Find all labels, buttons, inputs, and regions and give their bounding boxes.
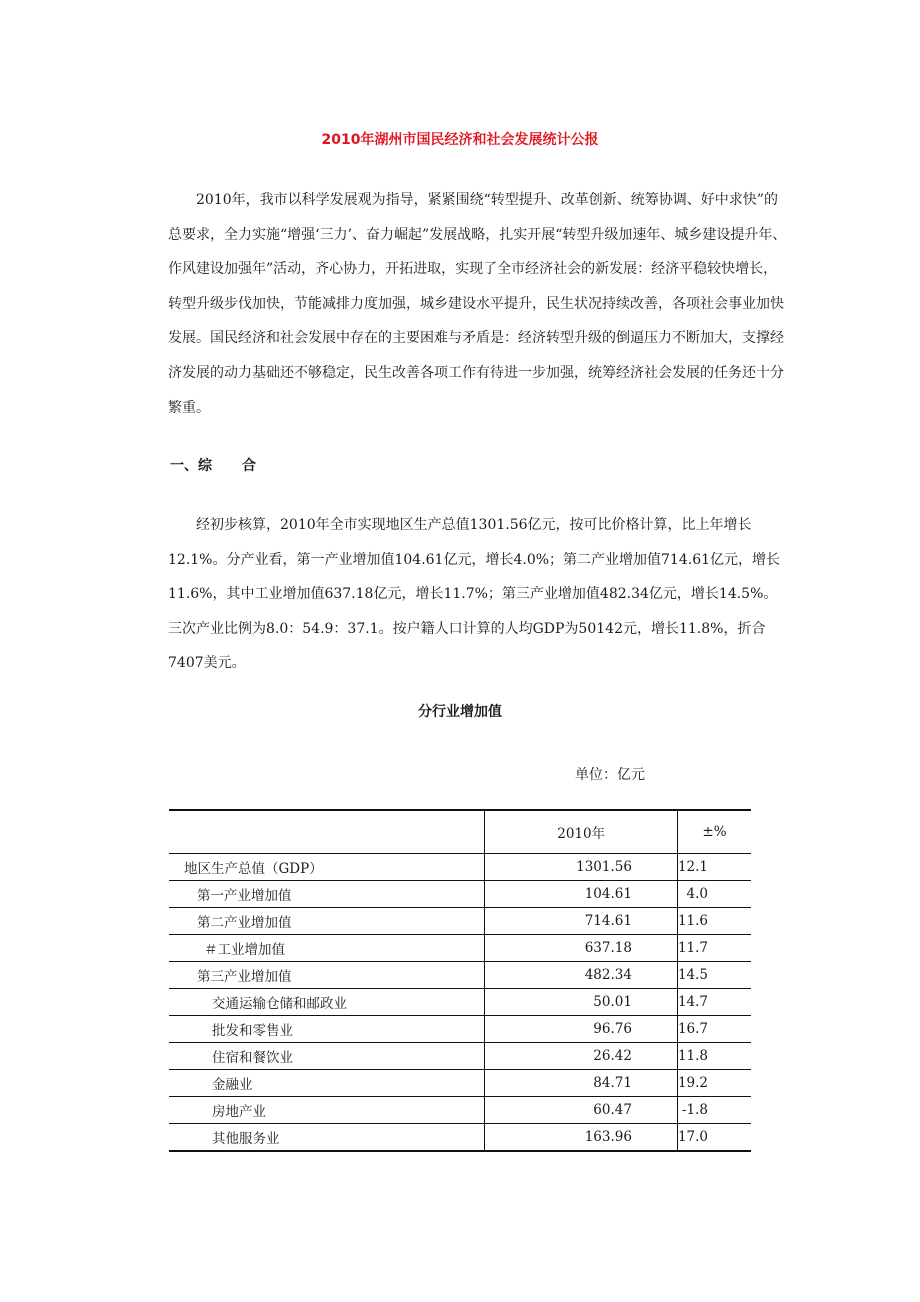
row-label: 房地产业 xyxy=(169,1097,485,1124)
industry-value-table xyxy=(169,809,751,1152)
row-change: 14.5 xyxy=(677,962,751,989)
table-row xyxy=(169,1070,751,1097)
table-row xyxy=(169,962,751,989)
row-label: 金融业 xyxy=(169,1070,485,1097)
row-value: 1301.56 xyxy=(485,854,677,881)
header-label xyxy=(169,810,485,854)
row-change: 11.6 xyxy=(677,908,751,935)
table-row xyxy=(169,1124,751,1152)
row-label: 第一产业增加值 xyxy=(169,881,485,908)
row-value: 96.76 xyxy=(485,1016,677,1043)
row-label: 批发和零售业 xyxy=(169,1016,485,1043)
row-label: 第三产业增加值 xyxy=(169,962,485,989)
table-unit: 单位：亿元 xyxy=(575,767,645,783)
table-row xyxy=(169,854,751,881)
header-year: 2010年 xyxy=(485,810,677,854)
row-label: 第二产业增加值 xyxy=(169,908,485,935)
row-value: 714.61 xyxy=(485,908,677,935)
row-change: 16.7 xyxy=(677,1016,751,1043)
row-label: 住宿和餐饮业 xyxy=(169,1043,485,1070)
table-row xyxy=(169,908,751,935)
row-label: 交通运输仓储和邮政业 xyxy=(169,989,485,1016)
row-value: 104.61 xyxy=(485,881,677,908)
row-change: 19.2 xyxy=(677,1070,751,1097)
row-change: 11.8 xyxy=(677,1043,751,1070)
table-row xyxy=(169,1043,751,1070)
row-value: 637.18 xyxy=(485,935,677,962)
row-label: ＃工业增加值 xyxy=(169,935,485,962)
row-change: -1.8 xyxy=(677,1097,751,1124)
document-title: 2010年湖州市国民经济和社会发展统计公报 xyxy=(321,132,599,148)
row-value: 50.01 xyxy=(485,989,677,1016)
row-change: 14.7 xyxy=(677,989,751,1016)
row-value: 482.34 xyxy=(485,962,677,989)
section-paragraph: 经初步核算，2010年全市实现地区生产总值1301.56亿元，按可比价格计算，比上年增长12.1%。分产业看，第一产业增加值104.61亿元，增长4.0%；第二产业增加值714.61亿元，增长11.6%，其中工业增加值637.18亿元，增长11.7%；第三产业增加值482.34亿元，增长14.5%。三次产业比例为8.0：54.9：37.1。按户籍人口计算的人均GDP为50142元，增长11.8%，折合7407美元。 xyxy=(168,517,781,672)
row-value: 60.47 xyxy=(485,1097,677,1124)
row-value: 163.96 xyxy=(485,1124,677,1152)
section-heading xyxy=(170,455,256,475)
section-heading-part-a: 一、综 xyxy=(170,458,212,474)
row-change: 17.0 xyxy=(677,1124,751,1152)
table-row xyxy=(169,1016,751,1043)
row-change: 12.1 xyxy=(677,854,751,881)
table-row xyxy=(169,1097,751,1124)
table-row xyxy=(169,989,751,1016)
row-value: 84.71 xyxy=(485,1070,677,1097)
table-row xyxy=(169,881,751,908)
row-change: 11.7 xyxy=(677,935,751,962)
table-title: 分行业增加值 xyxy=(418,704,502,720)
intro-paragraph: 2010年，我市以科学发展观为指导，紧紧围绕“转型提升、改革创新、统筹协调、好中求快”的总要求，全力实施“增强‘三力’、奋力崛起”发展战略，扎实开展“转型升级加速年、城乡建设提升年、作风建设加强年”活动，齐心协力，开拓进取，实现了全市经济社会的新发展：经济平稳较快增长，转型升级步伐加快，节能减排力度加强，城乡建设水平提升，民生状况持续改善，各项社会事业加快发展。国民经济和社会发展中存在的主要困难与矛盾是：经济转型升级的倒逼压力不断加大，支撑经济发展的动力基础还不够稳定，民生改善各项工作有待进一步加强，统筹经济社会发展的任务还十分繁重。 xyxy=(168,192,787,416)
table-row xyxy=(169,935,751,962)
section-heading-part-b: 合 xyxy=(242,458,256,474)
row-label: 其他服务业 xyxy=(169,1124,485,1152)
table-header-row xyxy=(169,810,751,854)
row-value: 26.42 xyxy=(485,1043,677,1070)
row-change: 4.0 xyxy=(677,881,751,908)
header-change: ±% xyxy=(677,810,751,854)
row-label: 地区生产总值（GDP） xyxy=(169,854,485,881)
